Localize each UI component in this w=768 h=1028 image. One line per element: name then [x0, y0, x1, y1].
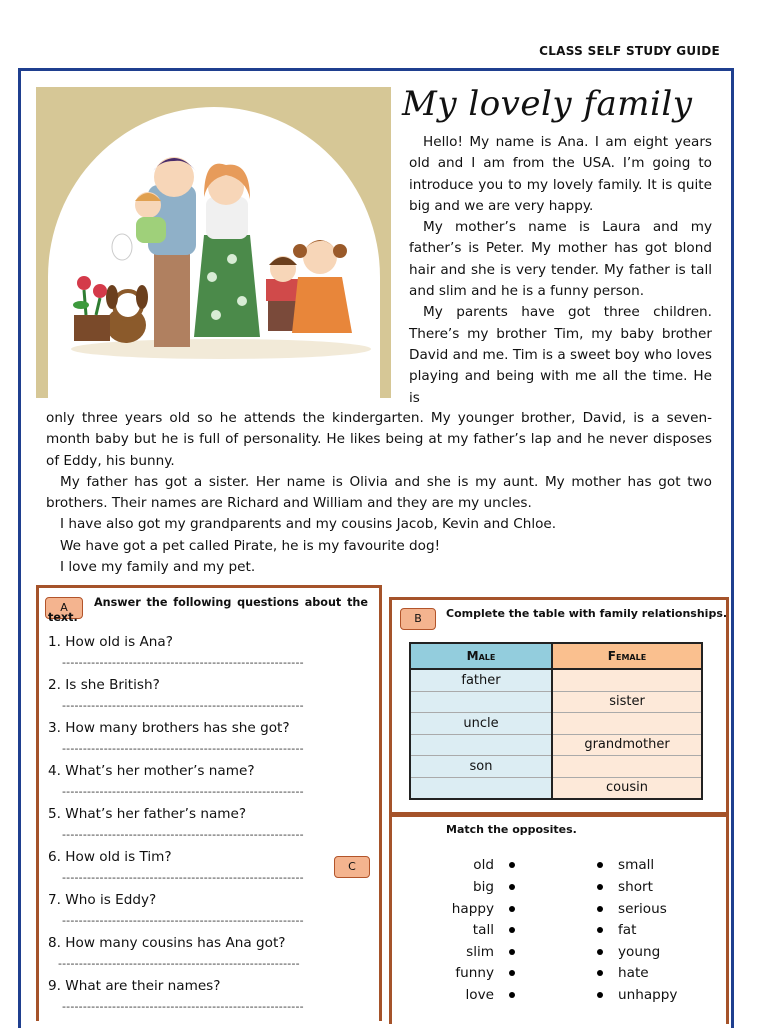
question: 9. What are their names? [48, 978, 221, 994]
answer-line[interactable]: ---------------------------------------------------------- [62, 699, 304, 712]
question: 7. Who is Eddy? [48, 892, 157, 908]
match-right-word: young [618, 944, 661, 960]
match-dot-right[interactable] [597, 884, 603, 890]
reading-text-top [409, 132, 712, 409]
reading-paragraph: My parents have got three children. There’s my brother Tim, my baby brother David and me. Tim is a sweet boy who loves playing and being with me all the time. He is [409, 304, 712, 406]
answer-line[interactable]: ---------------------------------------------------------- [62, 1000, 304, 1013]
guide-header: CLASS SELF STUDY GUIDE [539, 44, 720, 58]
reading-paragraph: Hello! My name is Ana. I am eight years old and I am from the USA. I’m going to introduce you to my lovely family. It is quite big and we are very happy. [409, 134, 712, 214]
match-right-word: fat [618, 922, 637, 938]
question: 1. How old is Ana? [48, 634, 173, 650]
match-dot-right[interactable] [597, 862, 603, 868]
match-dot-right[interactable] [597, 906, 603, 912]
section-a-instruction: Answer the following questions about the text. [48, 596, 368, 624]
section-a-badge: A [45, 597, 83, 619]
match-dot-left[interactable] [509, 884, 515, 890]
answer-line[interactable]: ---------------------------------------------------------- [62, 656, 304, 669]
reading-paragraph: I love my family and my pet. [60, 559, 256, 576]
answer-line[interactable]: ---------------------------------------------------------- [62, 828, 304, 841]
answer-line[interactable]: ---------------------------------------------------------- [58, 957, 300, 970]
match-dot-right[interactable] [597, 949, 603, 955]
match-dot-right[interactable] [597, 970, 603, 976]
match-right-word: hate [618, 965, 649, 981]
reading-text-bottom [46, 408, 712, 578]
female-cell[interactable] [552, 669, 702, 691]
match-left-word: old [473, 857, 494, 873]
match-right-word: unhappy [618, 987, 678, 1003]
reading-paragraph: I have also got my grandparents and my cousins Jacob, Kevin and Chloe. [60, 516, 557, 533]
match-dot-left[interactable] [509, 992, 515, 998]
match-dot-right[interactable] [597, 992, 603, 998]
male-cell[interactable]: uncle [410, 713, 552, 735]
question: 2. Is she British? [48, 677, 160, 693]
female-cell[interactable]: grandmother [552, 734, 702, 756]
reading-paragraph: We have got a pet called Pirate, he is my favourite dog! [60, 537, 441, 554]
match-left-word: big [472, 879, 494, 895]
reading-paragraph: My father has got a sister. Her name is Olivia and she is my aunt. My mother has got two brothers. Their names are Richard and William and they are my uncles. [46, 473, 712, 512]
question: 3. How many brothers has she got? [48, 720, 290, 736]
male-cell[interactable] [410, 691, 552, 713]
male-cell[interactable] [410, 777, 552, 799]
question: 6. How old is Tim? [48, 849, 172, 865]
match-dot-left[interactable] [509, 949, 515, 955]
reading-paragraph: My mother’s name is Laura and my father’s is Peter. My mother has got blond hair and she is very tender. My father is tall and slim and he is a funny person. [409, 219, 712, 300]
match-dot-left[interactable] [509, 970, 515, 976]
match-left-word: love [465, 987, 494, 1003]
reading-paragraph: only three years old so he attends the kindergarten. My younger brother, David, is a seven-month baby but he is full of personality. He likes being at my father’s lap and he never disposes of Eddy, his bunny. [46, 410, 712, 469]
match-dot-right[interactable] [597, 927, 603, 933]
section-a-box [36, 585, 382, 1021]
female-cell[interactable]: sister [552, 691, 702, 713]
answer-line[interactable]: ---------------------------------------------------------- [62, 871, 304, 884]
male-cell[interactable]: father [410, 669, 552, 691]
match-dot-left[interactable] [509, 862, 515, 868]
female-header: Female [552, 643, 702, 669]
question: 5. What’s her father’s name? [48, 806, 247, 822]
family-picture [36, 87, 391, 398]
match-dot-left[interactable] [509, 906, 515, 912]
answer-line[interactable]: ---------------------------------------------------------- [62, 914, 304, 927]
match-left-word: tall [472, 922, 494, 938]
male-cell[interactable]: son [410, 756, 552, 778]
family-illustration [36, 87, 391, 398]
page-title: My lovely family [402, 84, 693, 124]
female-cell[interactable]: cousin [552, 777, 702, 799]
section-b-instruction: Complete the table with family relationships. [446, 607, 728, 620]
question: 8. How many cousins has Ana got? [48, 935, 286, 951]
match-right-word: small [618, 857, 655, 873]
male-cell[interactable] [410, 734, 552, 756]
female-cell[interactable] [552, 756, 702, 778]
answer-line[interactable]: ---------------------------------------------------------- [62, 785, 304, 798]
answer-line[interactable]: ---------------------------------------------------------- [62, 742, 304, 755]
relationships-table [409, 642, 703, 800]
match-right-word: short [618, 879, 653, 895]
male-header: Male [410, 643, 552, 669]
section-c-instruction: Match the opposites. [446, 823, 577, 836]
match-dot-left[interactable] [509, 927, 515, 933]
match-right-word: serious [618, 901, 667, 917]
section-c-badge: C [334, 856, 370, 878]
female-cell[interactable] [552, 713, 702, 735]
section-b-badge: B [400, 608, 436, 630]
match-left-word: funny [455, 965, 494, 981]
match-left-word: slim [466, 944, 494, 960]
question: 4. What’s her mother’s name? [48, 763, 255, 779]
match-left-word: happy [451, 901, 494, 917]
